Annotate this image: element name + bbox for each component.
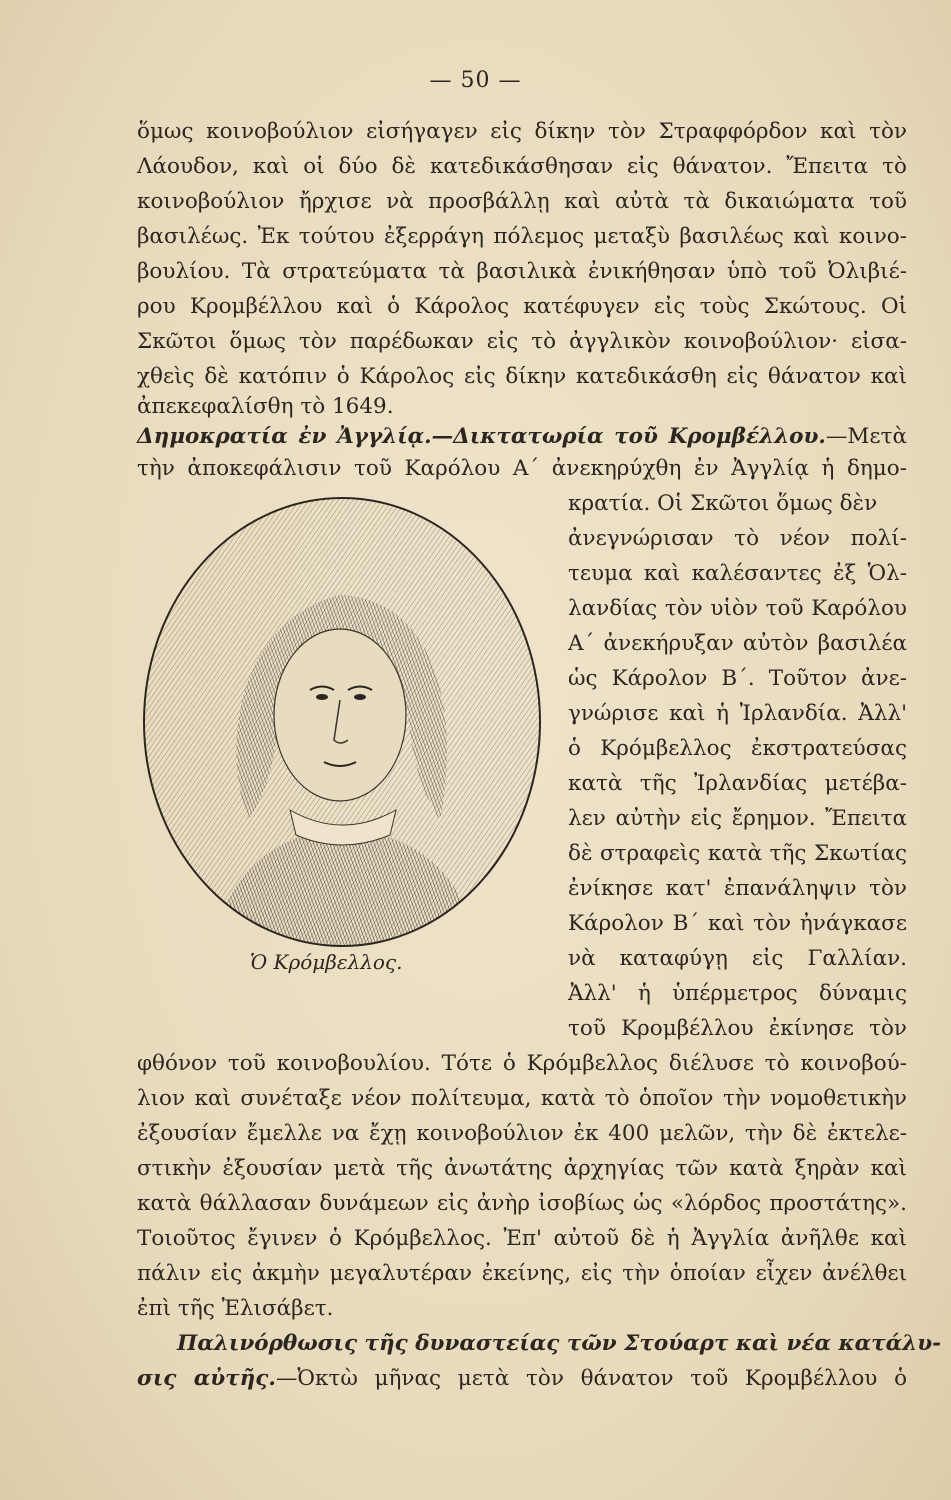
cromwell-portrait <box>140 490 545 950</box>
text-line: φθόνον τοῦ κοινοβουλίου. Τότε ὁ Κρόμβελλος διέλυσε τὸ κοινοβού- <box>137 1051 907 1076</box>
text-line: βουλίου. Τὰ στρατεύματα τὰ βασιλικὰ ἐνικήθησαν ὑπὸ τοῦ Ὀλιβιέ- <box>137 259 907 284</box>
narrow-line: γνώρισε καὶ ἡ Ἰρλανδία. Ἀλλ' <box>568 701 907 726</box>
text-line: ρου Κρομβέλλου καὶ ὁ Κάρολος κατέφυγεν εἰς τοὺς Σκώτους. Οἱ <box>137 294 907 319</box>
narrow-line: κατὰ τῆς Ἰρλανδίας μετέβα- <box>568 771 907 796</box>
heading-continuation: —Ὀκτὼ μῆνας μετὰ τὸν θάνατον τοῦ Κρομβέλλου ὁ <box>275 1366 908 1391</box>
text-line <box>137 1362 907 1396</box>
heading-title-end: σις αὐτῆς. <box>137 1366 276 1391</box>
narrow-line: Κάρολον Β΄ καὶ τὸν ἠνάγκασε <box>568 911 907 936</box>
narrow-line: κρατία. Οἱ Σκῶτοι ὅμως δὲν <box>568 491 878 516</box>
text-line: ἐξουσίαν ἔμελλε να ἔχῃ κοινοβούλιον ἐκ 400 μελῶν, τὴν δὲ ἐκτελε- <box>137 1121 907 1146</box>
text-line: λιον καὶ συνέταξε νέον πολίτευμα, κατὰ τὸ ὁποῖον τὴν νομοθετικὴν <box>137 1086 907 1111</box>
narrow-line: τοῦ Κρομβέλλου ἐκίνησε τὸν <box>568 1016 907 1041</box>
narrow-line: ὁ Κρόμβελλος ἐκστρατεύσας <box>568 736 907 761</box>
text-line-spacer <box>137 1012 537 1046</box>
narrow-line: ἀνεγνώρισαν τὸ νέον πολί- <box>568 526 907 551</box>
text-line: Λάουδον, καὶ οἱ δύο δὲ κατεδικάσθησαν εἰς θάνατον. Ἔπειτα τὸ <box>137 154 907 179</box>
narrow-line: λανδίας τὸν υἱὸν τοῦ Καρόλου <box>568 596 907 621</box>
section-heading-democracy <box>137 420 907 454</box>
text-line: τὴν ἀποκεφάλισιν τοῦ Καρόλου Α΄ ἀνεκηρύχθη ἐν Ἀγγλίᾳ ἡ δημο- <box>137 456 907 481</box>
text-line: Τοιοῦτος ἔγινεν ὁ Κρόμβελλος. Ἐπ' αὐτοῦ δὲ ἡ Ἀγγλία ἀνῆλθε καὶ <box>137 1226 907 1251</box>
text-line: στικὴν ἐξουσίαν μετὰ τῆς ἀνωτάτης ἀρχηγίας τῶν κατὰ ξηρὰν καὶ <box>137 1156 907 1181</box>
text-line: ἐπὶ τῆς Ἐλισάβετ. <box>137 1296 334 1321</box>
portrait-caption: Ὁ Κρόμβελλος. <box>250 950 403 974</box>
narrow-line: ὡς Κάρολον Β΄. Τοῦτον ἀνε- <box>568 666 907 691</box>
text-line: χθεὶς δὲ κατόπιν ὁ Κάρολος εἰς δίκην κατεδικάσθη εἰς θάνατον καὶ <box>137 364 907 389</box>
section-heading-restoration: Παλινόρθωσις τῆς δυναστείας τῶν Στούαρτ καὶ νέα κατάλυ- <box>177 1331 942 1356</box>
text-line: πάλιν εἰς ἀκμὴν μεγαλυτέραν ἐκείνης, εἰς τὴν ὁποίαν εἶχεν ἀνέλθει <box>137 1261 907 1286</box>
page-number: — 50 — <box>429 68 522 93</box>
narrow-line: ἐνίκησε κατ' ἐπανάληψιν τὸν <box>568 876 907 901</box>
narrow-line: Ἀλλ' ἡ ὑπέρμετρος δύναμις <box>568 981 907 1006</box>
text-line: Σκῶτοι ὅμως τὸν παρέδωκαν εἰς τὸ ἀγγλικὸν κοινοβούλιον· εἰσα- <box>137 329 907 354</box>
heading-continuation: —Μετὰ <box>825 424 907 449</box>
narrow-line: δὲ στραφεὶς κατὰ τῆς Σκωτίας <box>568 841 907 866</box>
narrow-line: νὰ καταφύγῃ εἰς Γαλλίαν. <box>568 946 907 971</box>
text-line: ὅμως κοινοβούλιον εἰσήγαγεν εἰς δίκην τὸν Στραφφόρδον καὶ τὸν <box>137 119 907 144</box>
narrow-line: λεν αὐτὴν εἰς ἔρημον. Ἔπειτα <box>568 806 907 831</box>
narrow-line: τευμα καὶ καλέσαντες ἐξ Ὁλ- <box>568 561 907 586</box>
heading-title: Δημοκρατία ἐν Ἀγγλίᾳ.—Δικτατωρία τοῦ Κρομβέλλου. <box>137 424 826 449</box>
text-line: ἀπεκεφαλίσθη τὸ 1649. <box>137 394 394 419</box>
text-line: βασιλέως. Ἐκ τούτου ἐξερράγη πόλεμος μεταξὺ βασιλέως καὶ κοινο- <box>137 224 907 249</box>
text-line: κοινοβούλιον ἤρχισε νὰ προσβάλλῃ καὶ αὐτὰ τὰ δικαιώματα τοῦ <box>137 189 907 214</box>
narrow-line: Α΄ ἀνεκήρυξαν αὐτὸν βασιλέα <box>568 631 907 656</box>
text-line: κατὰ θάλλασαν δυνάμεων εἰς ἀνὴρ ἰσοβίως ὡς «λόρδος προστάτης». <box>137 1191 907 1216</box>
